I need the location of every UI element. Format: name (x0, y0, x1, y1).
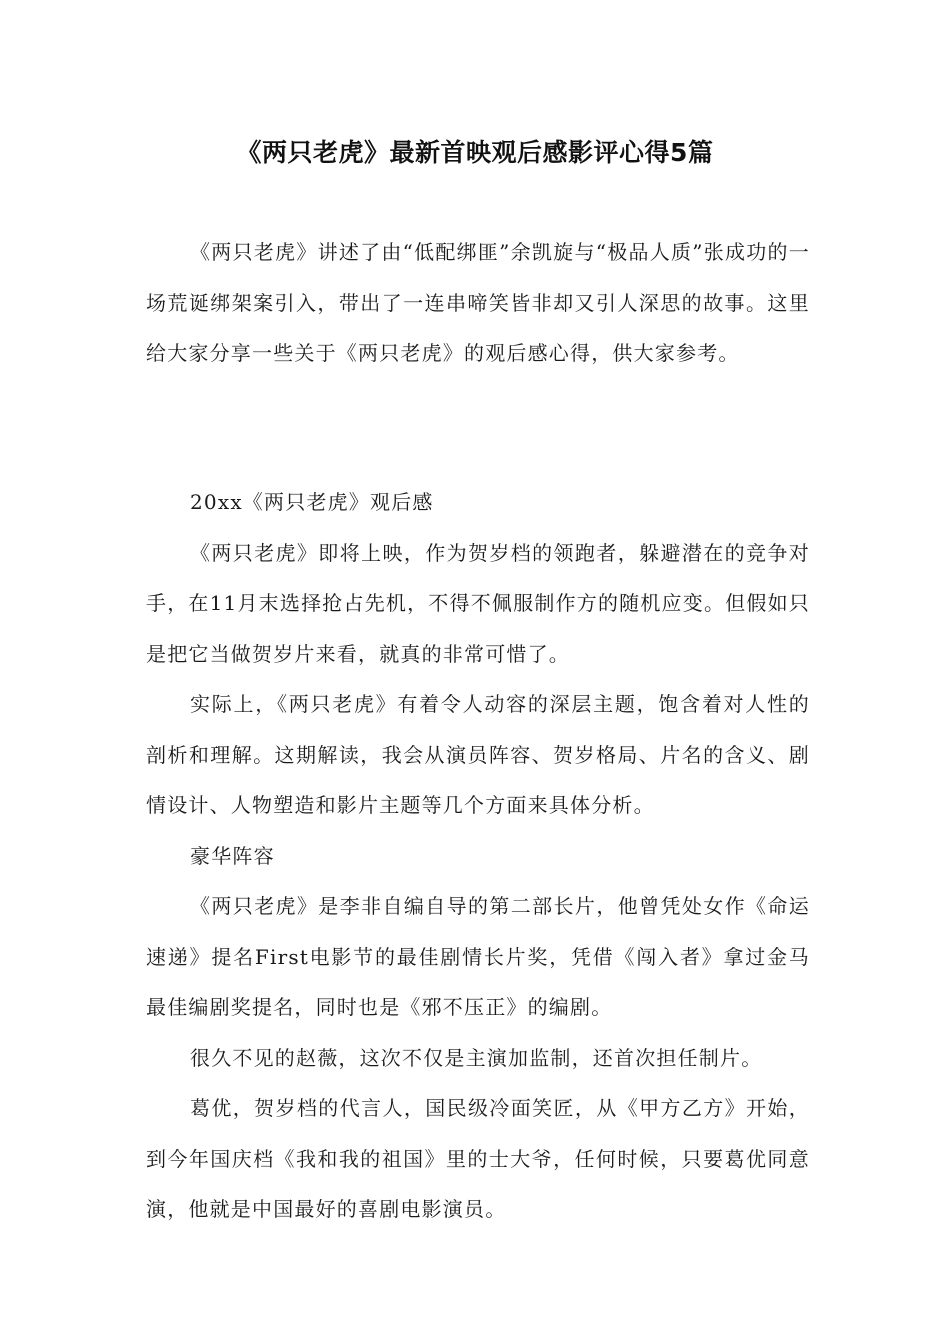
paragraph: 葛优，贺岁档的代言人，国民级冷面笑匠，从《甲方乙方》开始，到今年国庆档《我和我的祖国》里的士大爷，任何时候，只要葛优同意演，他就是中国最好的喜剧电影演员。 (146, 1096, 810, 1221)
paragraph: 实际上，《两只老虎》有着令人动容的深层主题，饱含着对人性的剖析和理解。这期解读，我会从演员阵容、贺岁格局、片名的含义、剧情设计、人物塑造和影片主题等几个方面来具体分析。 (146, 692, 810, 817)
document-title: 《两只老虎》最新首映观后感影评心得5篇 (236, 138, 714, 167)
intro-paragraph-block (146, 227, 810, 379)
intro-paragraph: 《两只老虎》讲述了由“低配绑匪”余凯旋与“极品人质”张成功的一场荒诞绑架案引入，带出了一连串啼笑皆非却又引人深思的故事。这里给大家分享一些关于《两只老虎》的观后感心得，供大家参考。 (146, 240, 810, 365)
section-heading: 20xx《两只老虎》观后感 (190, 490, 434, 514)
paragraph: 《两只老虎》即将上映，作为贺岁档的领跑者，躲避潜在的竞争对手，在11月末选择抢占先机，不得不佩服制作方的随机应变。但假如只是把它当做贺岁片来看，就真的非常可惜了。 (146, 540, 810, 666)
article-body (146, 477, 810, 1235)
paragraph: 《两只老虎》是李非自编自导的第二部长片，他曾凭处女作《命运速递》提名First电影节的最佳剧情长片奖，凭借《闯入者》拿过金马最佳编剧奖提名，同时也是《邪不压正》的编剧。 (146, 894, 810, 1019)
paragraph: 很久不见的赵薇，这次不仅是主演加监制，还首次担任制片。 (190, 1045, 763, 1070)
section-heading: 豪华阵容 (190, 843, 275, 868)
